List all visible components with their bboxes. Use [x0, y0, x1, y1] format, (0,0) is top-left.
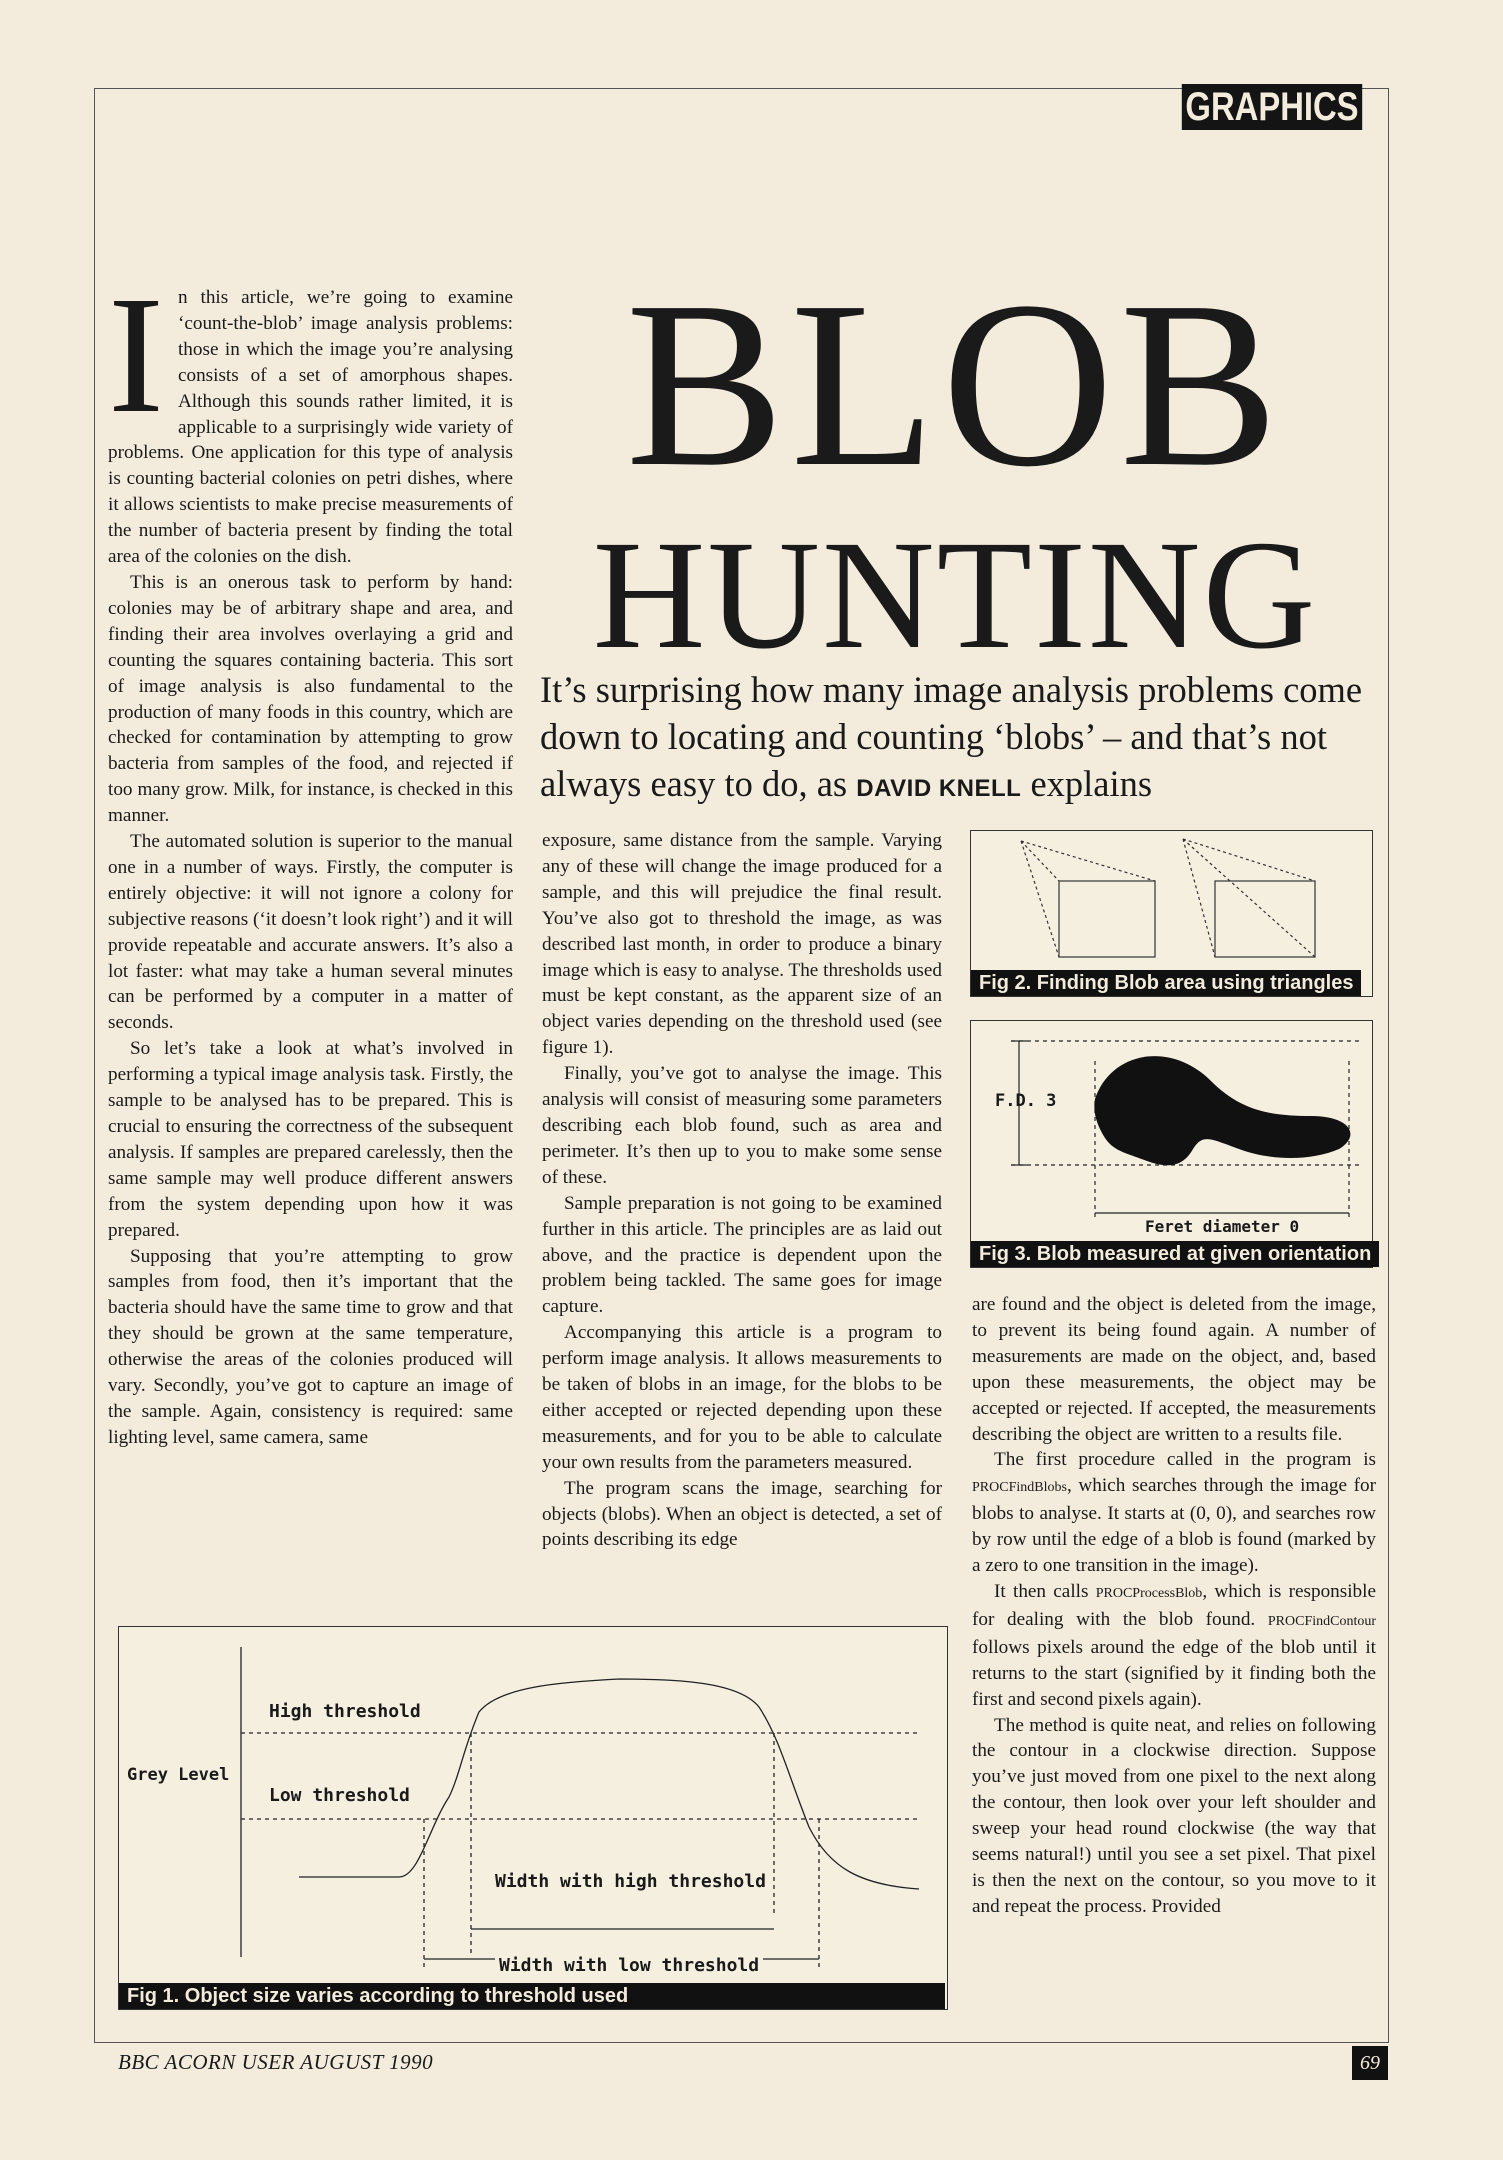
paragraph: In this article, we’re going to examine ‘count-the-blob’ image analysis problems: those in which the image you’re analysing consists of a set of amorphous shapes. Although this sounds rather limited, it is applicable to a surprisingly wide variety of problems. One application for this type of analysis is counting bacterial colonies on petri dishes, where it allows scientists to make precise measurements of the number of bacteria present by finding the total area of the colonies on the dish.	[108, 262, 513, 568]
standfirst-text: It’s surprising how many image analysis problems come down to locating and counting ‘blobs’ – and that’s not always easy to do, as	[540, 669, 1363, 804]
fig2-triangle-diagram	[971, 831, 1371, 971]
fig3-feret-diagram	[971, 1021, 1371, 1243]
paragraph: The method is quite neat, and relies on following the contour in a clockwise direction. Suppose you’ve just moved from one pixel to the next along the contour, then look over your left shoulder and sweep your head round clockwise (the way that seems natural!) until you see a set pixel. That pixel is then the next on the contour, so you move to it and repeat the process. Provided	[972, 1714, 1376, 1917]
paragraph: It then calls PROCProcessBlob, which is responsible for dealing with the blob found. PROCFindContour follows pixels around the edge of the blob until it returns to the start (signified by it finding both the first and second pixels again).	[972, 1580, 1377, 1710]
title-line-2: HUNTING	[592, 508, 1318, 681]
proc-name: PROCFindBlobs	[972, 1480, 1067, 1496]
fig1-threshold-graph	[119, 1627, 945, 1983]
paragraph: exposure, same distance from the sample. Varying any of these will change the image produced for a sample, and this will prejudice the final result. You’ve also got to threshold the image, as was described last month, in order to produce a binary image which is easy to analyse. The thresholds used must be kept constant, as the apparent size of an object varies depending on the threshold used (see figure 1).	[542, 830, 942, 1059]
paragraph: Finally, you’ve got to analyse the image. This analysis will consist of measuring some parameters describing each blob found, such as area and perimeter. It’s then up to you to make some sense of these.	[542, 1063, 942, 1188]
figure-caption: Fig 3. Blob measured at given orientation	[971, 1241, 1379, 1267]
drop-cap: I	[108, 262, 164, 448]
paragraph: The automated solution is superior to the manual one in a number of ways. Firstly, the computer is entirely objective: it will not ignore a colony for subjective reasons (‘it doesn’t look right’) and it will provide repeatable and accurate answers. It’s also a lot faster: what may take a human several minutes can be performed by a computer in a matter of seconds.	[108, 831, 513, 1034]
feret-label: Feret diameter 0	[1141, 1217, 1303, 1236]
article-column-1	[108, 262, 513, 1451]
magazine-footer: BBC ACORN USER AUGUST 1990	[118, 2050, 434, 2074]
width-low-label: Width with low threshold	[495, 1955, 763, 1976]
article-column-3	[972, 1292, 1376, 1920]
figure-2	[970, 830, 1373, 997]
paragraph: This is an onerous task to perform by hand: colonies may be of arbitrary shape and area, and finding their area involves overlaying a grid and counting the squares containing bacteria. This sort of image analysis is also fundamental to the production of many foods in this country, which are checked for contamination by attempting to grow bacteria from samples of the food, and rejected if too many grow. Milk, for instance, is checked in this manner.	[108, 571, 513, 827]
figure-3	[970, 1020, 1373, 1268]
proc-name: PROCFindContour	[1267, 1613, 1377, 1629]
title-line-1: BLOB	[625, 253, 1285, 516]
low-threshold-label: Low threshold	[269, 1785, 410, 1806]
page-number: 69	[1352, 2046, 1388, 2080]
paragraph: are found and the object is deleted from the image, to prevent its being found again. A number of measurements are made on the object, and, based upon these measurements, the object may be accepted or rejected. If accepted, the measurements describing the object are written to a results file.	[972, 1294, 1376, 1445]
paragraph: Accompanying this article is a program to perform image analysis. It allows measurements to be taken of blobs in an image, for the blobs to be either accepted or rejected depending upon these measurements, and for you to be able to calculate your own results from the parameters measured.	[542, 1322, 942, 1473]
width-high-label: Width with high threshold	[495, 1871, 766, 1892]
figure-1	[118, 1626, 948, 2010]
standfirst	[540, 666, 1376, 812]
paragraph: So let’s take a look at what’s involved in performing a typical image analysis task. Firstly, the sample to be analysed has to be prepared. This is crucial to ensuring the correctness of the subsequent analysis. If samples are prepared carelessly, then the same sample may well produce different answers from the system depending upon how it was prepared.	[108, 1038, 513, 1241]
figure-caption: Fig 2. Finding Blob area using triangles	[971, 970, 1361, 996]
article-column-2	[542, 828, 942, 1553]
paragraph: The first procedure called in the program is PROCFindBlobs, which searches through the image for blobs to analyse. It starts at (0, 0), and searches row by row until the edge of a blob is found (marked by a zero to one transition in the image).	[972, 1449, 1376, 1577]
fd-label: F.D. 3	[995, 1091, 1057, 1111]
blob-shape	[1094, 1056, 1350, 1165]
section-tag: GRAPHICS	[1182, 84, 1362, 130]
proc-name: PROCProcessBlob	[1095, 1585, 1203, 1601]
paragraph: Supposing that you’re attempting to grow samples from food, then it’s important that the bacteria should have the same time to grow and that they should be grown at the same temperature, otherwise the areas of the colonies produced will vary. Secondly, you’ve got to capture an image of the sample. Again, consistency is required: same lighting level, same camera, same	[108, 1245, 513, 1448]
high-threshold-label: High threshold	[269, 1701, 421, 1722]
author-byline: DAVID KNELL	[856, 775, 1022, 802]
paragraph: Sample preparation is not going to be examined further in this article. The principles are as laid out above, and the practice is dependent upon the problem being tackled. The same goes for image capture.	[542, 1192, 942, 1318]
standfirst-tail: explains	[1030, 763, 1153, 804]
figure-caption: Fig 1. Object size varies according to threshold used	[119, 1983, 945, 2009]
paragraph: The program scans the image, searching for objects (blobs). When an object is detected, a set of points describing its edge	[542, 1477, 942, 1551]
y-axis-label: Grey Level	[127, 1765, 230, 1785]
